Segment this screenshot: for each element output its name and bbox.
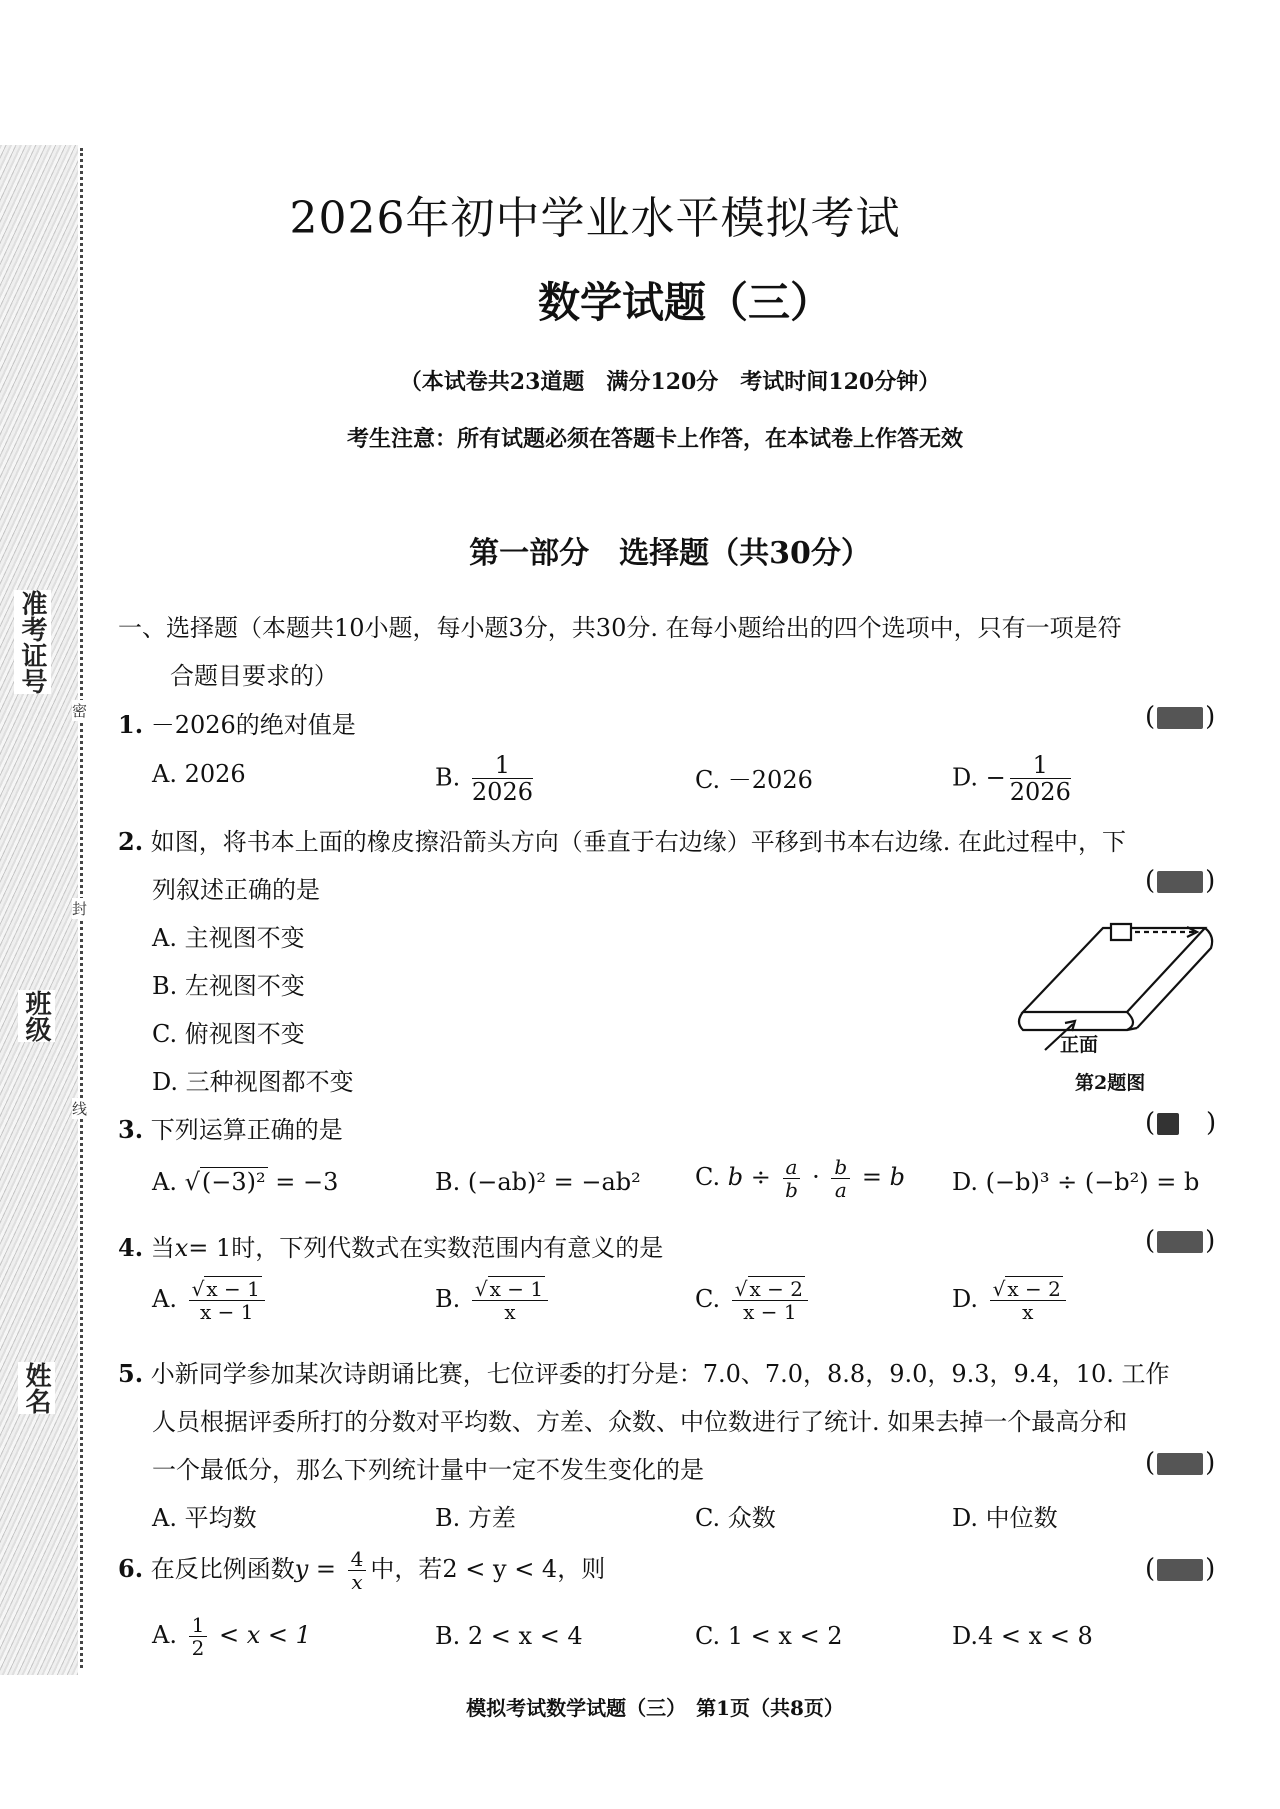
q6-option-b: B. 2 < x < 4 [435, 1622, 583, 1650]
q2-option-b: B. 左视图不变 [152, 972, 305, 1000]
q4-answer-bracket: ( ) [1145, 1226, 1216, 1256]
q5-option-a: A. 平均数 [152, 1504, 257, 1532]
page-footer: 模拟考试数学试题（三） 第1页（共8页） [466, 1696, 844, 1720]
q2-option-a: A. 主视图不变 [152, 924, 305, 952]
q2-stem-line2: 列叙述正确的是 [152, 876, 320, 904]
q2-figure-caption: 第2题图 [1075, 1072, 1146, 1094]
q5-answer-bracket: ( ) [1145, 1448, 1216, 1478]
q2-book-figure [1015, 910, 1215, 1060]
q1-text: －2026的绝对值是 [150, 711, 356, 739]
part-title: 第一部分 选择题（共30分） [469, 536, 871, 571]
q1-option-c: C. －2026 [695, 766, 813, 794]
q5-stem-line3: 一个最低分，那么下列统计量中一定不发生变化的是 [152, 1456, 704, 1484]
q3-option-b: B. (−ab)² = −ab² [435, 1168, 641, 1196]
q1-number: 1. [118, 710, 144, 739]
q5-stem-line2: 人员根据评委所打的分数对平均数、方差、众数、中位数进行了统计. 如果去掉一个最高分和 [152, 1408, 1128, 1436]
q2-option-d: D. 三种视图都不变 [152, 1068, 354, 1096]
q4-option-d: D. $\frac{√ x - 2}{x}$ [952, 1278, 1070, 1323]
q5-option-d: D. 中位数 [952, 1504, 1058, 1532]
q2-answer-bracket: ( ) [1145, 866, 1216, 896]
exam-subtitle: 数学试题（三） [537, 278, 832, 327]
q6-number: 6. [118, 1554, 144, 1583]
q5-number: 5. [118, 1359, 144, 1388]
q4-number: 4. [118, 1233, 144, 1262]
class-label: 班级 [18, 990, 55, 1042]
exam-id-label: 准考证号 [14, 590, 51, 694]
exam-notice: 考生注意：所有试题必须在答题卡上作答，在本试卷上作答无效 [346, 426, 963, 452]
q1-option-b: B. $\frac{1}{2026}$ [435, 751, 533, 807]
q3-option-c: C. b ÷ $\frac{a}{b}$ · $\frac{b}{a}$ = b [695, 1155, 905, 1202]
q1-option-a: A. 2026 [152, 760, 246, 788]
q3-option-d: D. (−b)³ ÷ (−b²) = b [952, 1168, 1200, 1196]
q6-option-a: A. $\frac{1}{2}$ < x < 1 [152, 1613, 311, 1660]
q2-figure-label: 正面 [1060, 1034, 1099, 1056]
q4-option-b: B. $\frac{√ x - 1}{x}$ [435, 1278, 552, 1323]
q4-stem: 4. 当x= 1时，下列代数式在实数范围内有意义的是 [118, 1233, 664, 1262]
q5-option-c: C. 众数 [695, 1504, 776, 1532]
q4-option-c: C. $\frac{√ x - 2}{x - 1}$ [695, 1278, 812, 1323]
seal-mark-xian: 线 [72, 1100, 88, 1118]
exam-title: 2026年初中学业水平模拟考试 [289, 193, 901, 244]
q3-answer-bracket: ( ) [1145, 1108, 1217, 1138]
q6-answer-bracket: ( ) [1145, 1554, 1216, 1584]
section-instructions-line1: 一、选择题（本题共10小题，每小题3分，共30分. 在每小题给出的四个选项中，只有一项是符 [118, 614, 1122, 642]
exam-info: （本试卷共23道题 满分120分 考试时间120分钟） [399, 369, 941, 395]
q3-number: 3. [118, 1115, 144, 1144]
q2-number: 2. [118, 827, 144, 856]
q6-option-d: D.4 < x < 8 [952, 1622, 1093, 1650]
q6-stem: 6. 在反比例函数y = $\frac{4}{x}$ 中，若2 < y < 4，则 [118, 1547, 606, 1594]
q3-option-a: A. √(−3)² = −3 [152, 1168, 339, 1196]
q4-option-a: A. $\frac{√ x - 1}{x - 1}$ [152, 1278, 269, 1323]
q5-option-b: B. 方差 [435, 1504, 516, 1532]
section-instructions-line2: 合题目要求的） [170, 662, 338, 690]
q3-stem: 3. 下列运算正确的是 [118, 1115, 343, 1144]
q6-option-c: C. 1 < x < 2 [695, 1622, 843, 1650]
q5-stem-line1: 5. 小新同学参加某次诗朗诵比赛，七位评委的打分是：7.0、7.0，8.8，9.0，9.3，9.4，10. 工作 [118, 1359, 1170, 1388]
seal-mark-feng: 封 [72, 900, 88, 918]
name-label: 姓名 [18, 1362, 55, 1414]
q2-option-c: C. 俯视图不变 [152, 1020, 305, 1048]
seal-mark-mi: 密 [72, 702, 88, 720]
q1-answer-bracket: ( ) [1145, 702, 1216, 732]
q1-stem [118, 705, 356, 740]
q2-stem-line1: 2. 如图，将书本上面的橡皮擦沿箭头方向（垂直于右边缘）平移到书本右边缘. 在此过程中，下 [118, 827, 1126, 856]
q1-option-d: D. − $\frac{1}{2026}$ [952, 751, 1071, 807]
